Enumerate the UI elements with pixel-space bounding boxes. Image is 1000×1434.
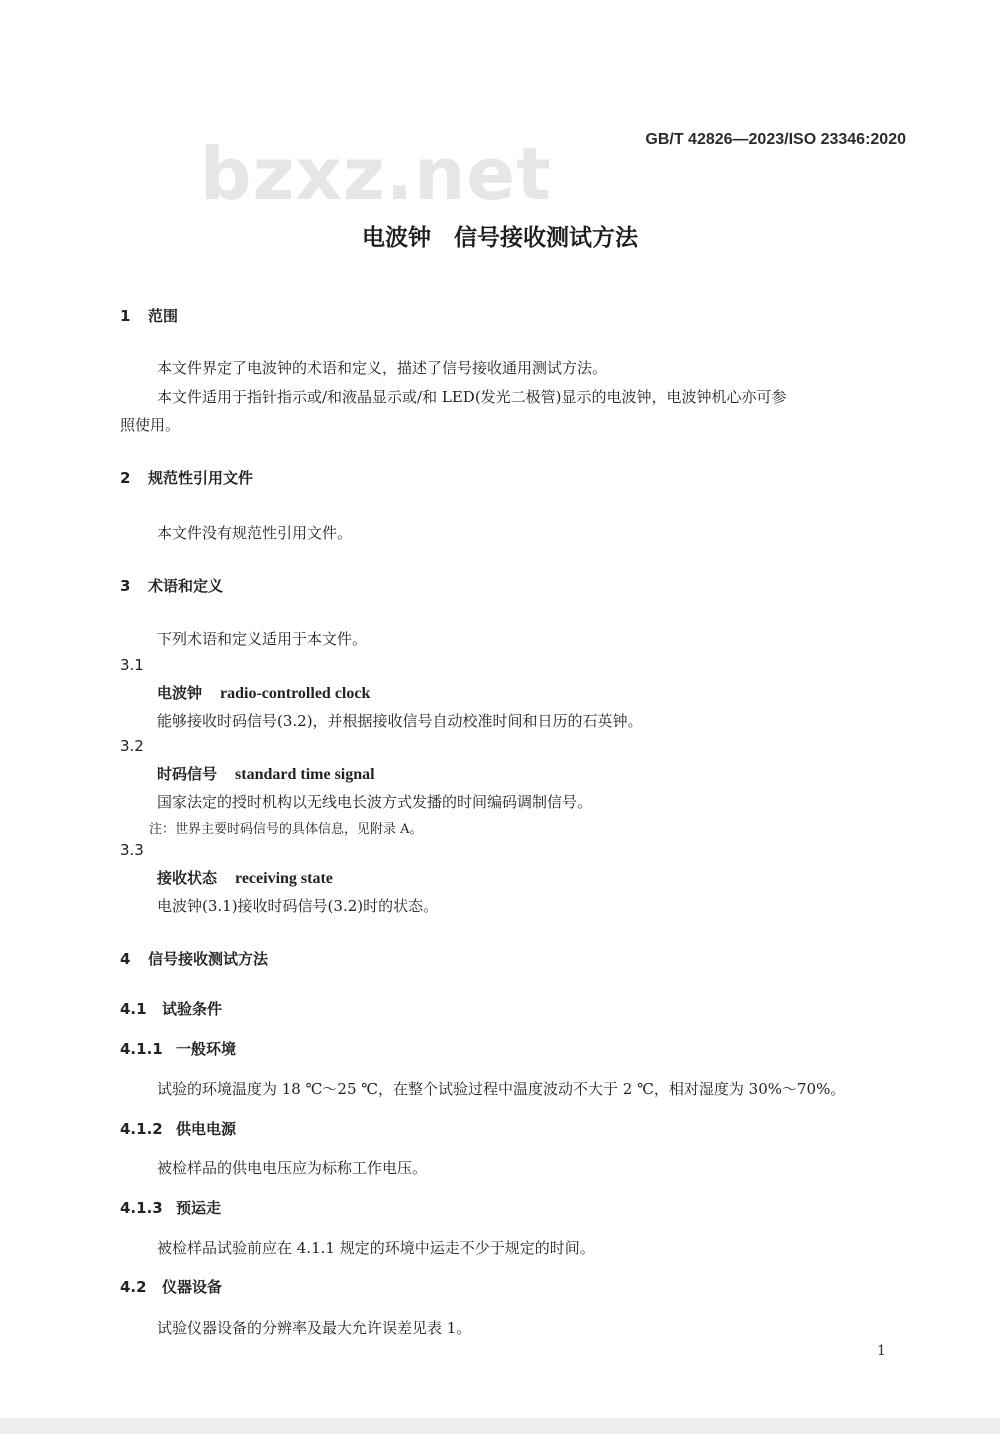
section-title: 仪器设备 bbox=[162, 1278, 223, 1296]
section-1-heading bbox=[120, 305, 178, 326]
term-entry bbox=[157, 682, 370, 703]
section-4-heading bbox=[120, 948, 268, 969]
term-english: receiving state bbox=[235, 870, 333, 887]
paragraph: 下列术语和定义适用于本文件。 bbox=[157, 630, 368, 648]
paragraph: 本文件没有规范性引用文件。 bbox=[157, 524, 353, 542]
section-number: 3 bbox=[120, 577, 131, 595]
subsection-4-1-3-heading bbox=[120, 1197, 221, 1218]
section-title: 试验条件 bbox=[162, 1000, 223, 1018]
section-title: 一般环境 bbox=[176, 1040, 237, 1058]
section-number: 1 bbox=[120, 307, 131, 325]
section-title: 预运走 bbox=[176, 1199, 222, 1217]
term-entry bbox=[157, 763, 375, 784]
term-number: 3.1 bbox=[120, 656, 144, 674]
note: 注：世界主要时码信号的具体信息，见附录 A。 bbox=[149, 822, 423, 837]
paragraph: 本文件界定了电波钟的术语和定义，描述了信号接收通用测试方法。 bbox=[157, 359, 608, 377]
section-number: 4.1.1 bbox=[120, 1040, 163, 1058]
term-number: 3.3 bbox=[120, 841, 144, 859]
term-english: standard time signal bbox=[235, 766, 375, 783]
section-3-heading bbox=[120, 575, 223, 596]
section-number: 4 bbox=[120, 950, 131, 968]
document-title: 电波钟 信号接收测试方法 bbox=[362, 225, 638, 251]
subsection-4-1-heading bbox=[120, 998, 222, 1019]
term-definition: 能够接收时码信号(3.2)，并根据接收信号自动校准时间和日历的石英钟。 bbox=[157, 712, 643, 730]
section-number: 4.2 bbox=[120, 1278, 147, 1296]
standard-number: GB/T 42826—2023/ISO 23346:2020 bbox=[645, 131, 906, 148]
section-2-heading bbox=[120, 467, 253, 488]
term-definition: 国家法定的授时机构以无线电长波方式发播的时间编码调制信号。 bbox=[157, 793, 593, 811]
term-entry bbox=[157, 867, 333, 888]
term-number: 3.2 bbox=[120, 737, 144, 755]
section-title: 信号接收测试方法 bbox=[148, 950, 269, 968]
paragraph: 被检样品试验前应在 4.1.1 规定的环境中运走不少于规定的时间。 bbox=[157, 1239, 595, 1257]
section-number: 4.1.2 bbox=[120, 1120, 163, 1138]
term-chinese: 接收状态 bbox=[157, 869, 218, 887]
term-chinese: 电波钟 bbox=[157, 684, 203, 702]
section-title: 术语和定义 bbox=[148, 577, 224, 595]
watermark: bzxz.net bbox=[200, 132, 552, 216]
section-number: 4.1 bbox=[120, 1000, 147, 1018]
paragraph: 被检样品的供电电压应为标称工作电压。 bbox=[157, 1159, 428, 1177]
paragraph: 本文件适用于指针指示或/和液晶显示或/和 LED(发光二极管)显示的电波钟，电波钟机心亦可参 bbox=[157, 388, 787, 406]
term-definition: 电波钟(3.1)接收时码信号(3.2)时的状态。 bbox=[157, 897, 439, 915]
viewer-bottom-bar bbox=[0, 1418, 1000, 1434]
section-title: 供电电源 bbox=[176, 1120, 237, 1138]
section-title: 范围 bbox=[148, 307, 179, 325]
subsection-4-1-1-heading bbox=[120, 1038, 236, 1059]
paragraph: 试验仪器设备的分辨率及最大允许误差见表 1。 bbox=[157, 1319, 472, 1337]
section-title: 规范性引用文件 bbox=[148, 469, 254, 487]
page-number: 1 bbox=[877, 1343, 886, 1359]
subsection-4-1-2-heading bbox=[120, 1118, 236, 1139]
subsection-4-2-heading bbox=[120, 1276, 222, 1297]
term-chinese: 时码信号 bbox=[157, 765, 218, 783]
section-number: 2 bbox=[120, 469, 131, 487]
section-number: 4.1.3 bbox=[120, 1199, 163, 1217]
paragraph-continuation: 照使用。 bbox=[120, 416, 181, 434]
paragraph: 试验的环境温度为 18 ℃～25 ℃，在整个试验过程中温度波动不大于 2 ℃，相对湿度为 30%～70%。 bbox=[157, 1080, 846, 1098]
term-english: radio-controlled clock bbox=[220, 685, 371, 702]
